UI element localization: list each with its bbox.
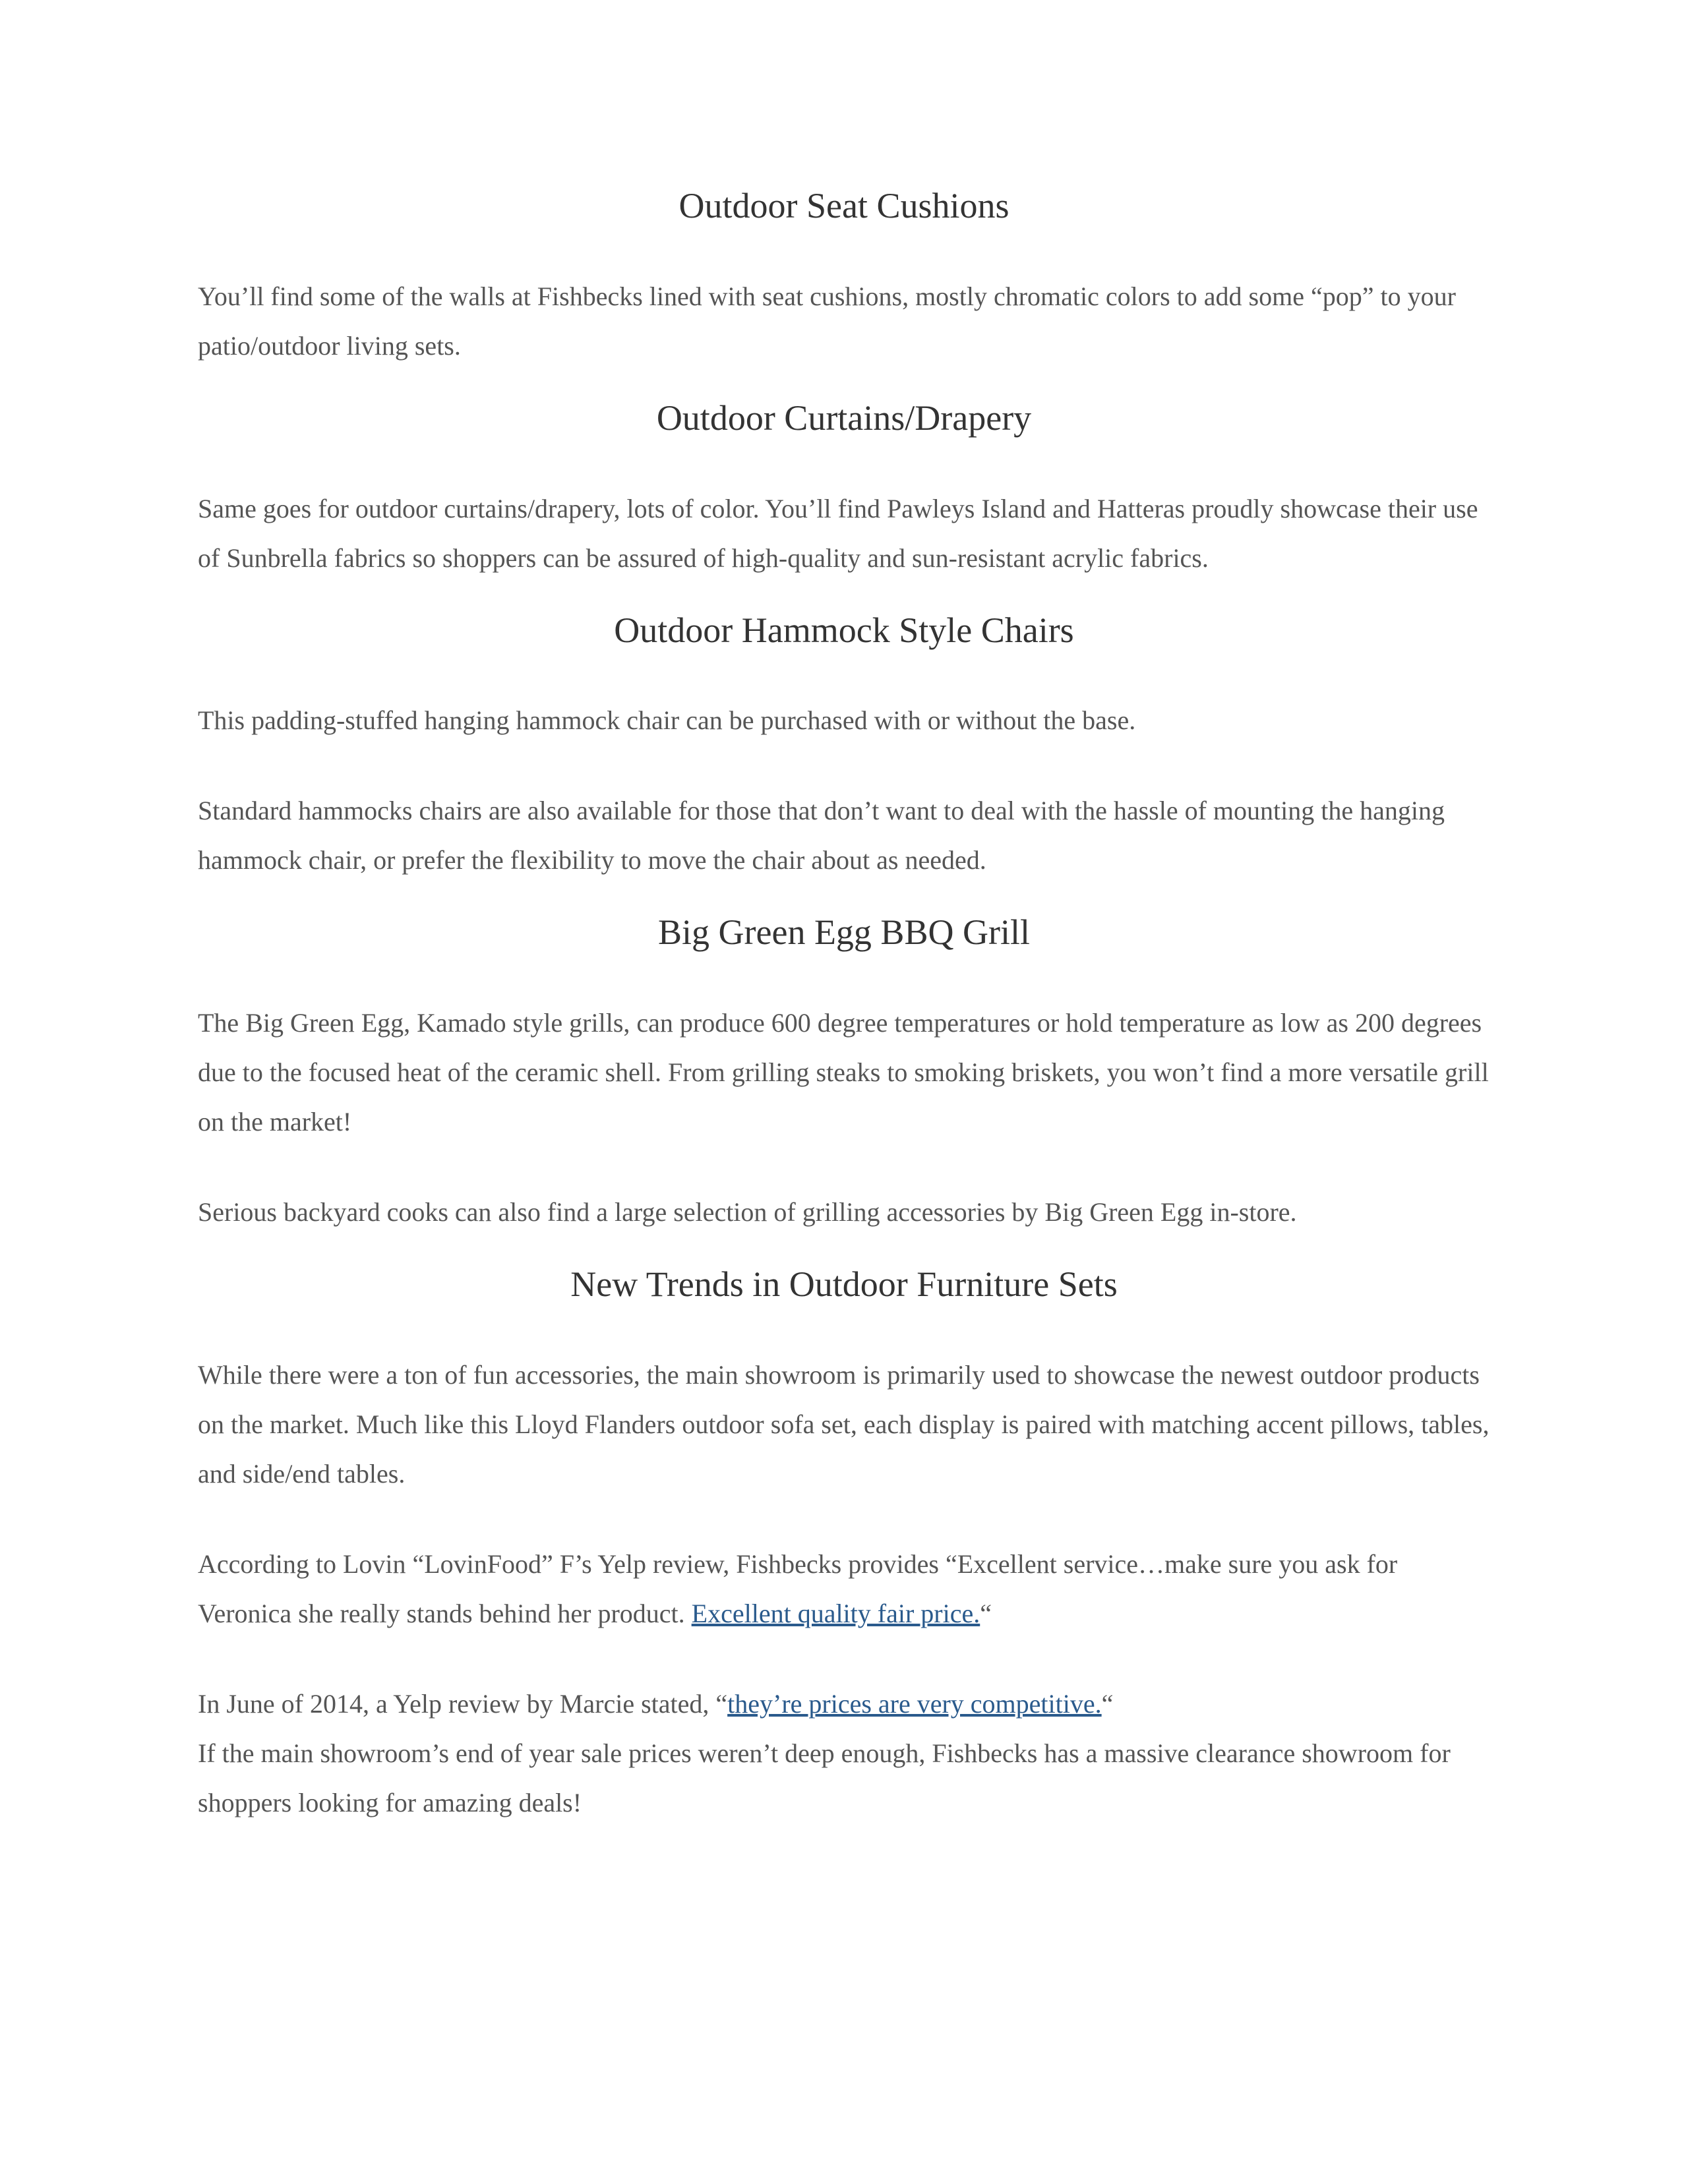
paragraph-new-trends: While there were a ton of fun accessories, the main showroom is primarily used to showcase the newest outdoor products on the market. Much like this Lloyd Flanders outdoor sofa set, each display is paired with matching accent pillows, tables, and side/end tables.	[198, 1359, 1490, 1489]
document-page	[198, 185, 1490, 1827]
heading-curtains-drapery: Outdoor Curtains/Drapery	[656, 398, 1032, 438]
heading-new-trends: New Trends in Outdoor Furniture Sets	[570, 1264, 1118, 1305]
paragraph-curtains-drapery: Same goes for outdoor curtains/drapery, lots of color. You’ll find Pawleys Island and Hatteras proudly showcase their use of Sunbrella fabrics so shoppers can be assured of high-quality and sun-resistant acrylic fabrics.	[198, 493, 1478, 573]
paragraph-seat-cushions: You’ll find some of the walls at Fishbecks lined with seat cushions, mostly chromatic colors to add some “pop” to your patio/outdoor living sets.	[198, 281, 1456, 361]
review-lovinfood-close-quote: “	[980, 1598, 992, 1628]
clearance-showroom-text: If the main showroom’s end of year sale prices weren’t deep enough, Fishbecks has a massive clearance showroom for shoppers looking for amazing deals!	[198, 1738, 1451, 1817]
paragraph-hammock-chairs-2: Standard hammocks chairs are also available for those that don’t want to deal with the hassle of mounting the hanging hammock chair, or prefer the flexibility to move the chair about as needed.	[198, 796, 1445, 875]
paragraph-review-marcie	[198, 1679, 1490, 1827]
heading-big-green-egg: Big Green Egg BBQ Grill	[658, 912, 1030, 953]
paragraph-hammock-chairs-1: This padding-stuffed hanging hammock chair can be purchased with or without the base.	[198, 705, 1136, 736]
heading-hammock-chairs: Outdoor Hammock Style Chairs	[614, 610, 1074, 650]
review-lovinfood-text: According to Lovin “LovinFood” F’s Yelp review, Fishbecks provides “Excellent service…make sure you ask for Veronica she really stands behind her product.	[198, 1549, 1398, 1628]
link-excellent-quality[interactable]: Excellent quality fair price.	[691, 1598, 980, 1628]
review-marcie-close-quote: “	[1101, 1688, 1114, 1719]
review-marcie-text: In June of 2014, a Yelp review by Marcie stated, “	[198, 1688, 728, 1719]
paragraph-big-green-egg-1: The Big Green Egg, Kamado style grills, can produce 600 degree temperatures or hold temperature as low as 200 degrees due to the focused heat of the ceramic shell. From grilling steaks to smoking briskets, you won’t find a more versatile grill on the market!	[198, 1008, 1489, 1137]
paragraph-review-lovinfood	[198, 1539, 1490, 1638]
paragraph-big-green-egg-2: Serious backyard cooks can also find a large selection of grilling accessories by Big Green Egg in-store.	[198, 1197, 1297, 1227]
heading-seat-cushions: Outdoor Seat Cushions	[678, 186, 1010, 225]
link-prices-competitive[interactable]: they’re prices are very competitive.	[727, 1688, 1102, 1719]
